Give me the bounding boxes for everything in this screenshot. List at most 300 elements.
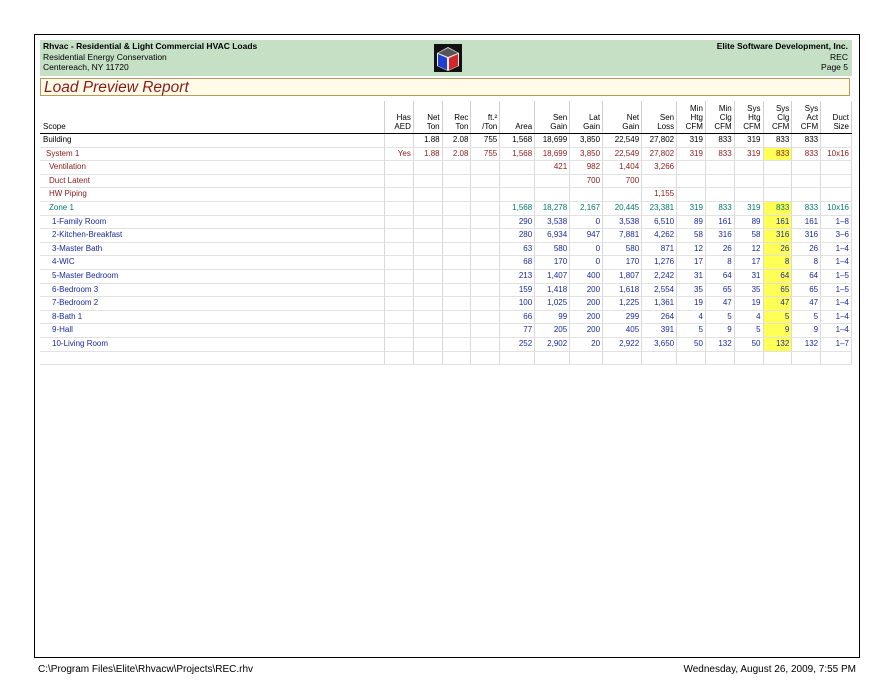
table-cell: 833 [763, 134, 792, 148]
table-cell [471, 256, 500, 270]
table-cell: 18,699 [535, 147, 570, 161]
table-cell [500, 161, 535, 175]
table-cell: 161 [705, 215, 734, 229]
table-cell: 200 [570, 310, 603, 324]
table-cell [385, 242, 414, 256]
report-header [40, 40, 852, 76]
table-cell [385, 134, 414, 148]
table-cell: 264 [642, 310, 677, 324]
table-cell: 833 [705, 147, 734, 161]
table-cell: 1.88 [413, 147, 442, 161]
table-cell: 100 [500, 297, 535, 311]
table-cell [471, 174, 500, 188]
table-cell: 20,445 [603, 201, 642, 215]
table-cell [442, 324, 471, 338]
row-scope: 1-Family Room [40, 215, 385, 229]
table-cell [677, 351, 706, 364]
column-header [734, 101, 763, 134]
table-cell: 31 [734, 269, 763, 283]
table-cell: 23,381 [642, 201, 677, 215]
table-cell [385, 324, 414, 338]
table-cell [763, 174, 792, 188]
table-cell [442, 229, 471, 243]
table-cell: 3,538 [603, 215, 642, 229]
row-scope: 8-Bath 1 [40, 310, 385, 324]
table-cell: 10x16 [821, 201, 852, 215]
table-cell [385, 215, 414, 229]
table-cell [471, 201, 500, 215]
table-cell: 205 [535, 324, 570, 338]
table-cell: 252 [500, 337, 535, 351]
column-header-line: Lat [588, 113, 601, 122]
table-cell: 1–4 [821, 297, 852, 311]
table-row [40, 201, 852, 215]
table-cell: 5 [792, 310, 821, 324]
column-header-line: AED [394, 122, 411, 131]
print-date: Wednesday, August 26, 2009, 7:55 PM [683, 664, 856, 675]
table-cell: 316 [763, 229, 792, 243]
table-cell: 22,549 [603, 147, 642, 161]
table-cell [413, 297, 442, 311]
table-cell [705, 174, 734, 188]
table-cell: 26 [705, 242, 734, 256]
table-cell: 6,934 [535, 229, 570, 243]
table-cell: 64 [705, 269, 734, 283]
table-cell: 1,418 [535, 283, 570, 297]
column-header [763, 101, 792, 134]
column-header-line: Rec [454, 113, 469, 122]
table-cell: 0 [570, 215, 603, 229]
table-cell [385, 161, 414, 175]
column-header-line: Ton [455, 122, 469, 131]
table-cell: 1–4 [821, 310, 852, 324]
table-cell [500, 188, 535, 202]
table-cell [570, 188, 603, 202]
table-cell: Yes [385, 147, 414, 161]
table-row [40, 242, 852, 256]
table-cell: 3,650 [642, 337, 677, 351]
table-cell [471, 269, 500, 283]
table-cell [821, 161, 852, 175]
table-cell: 3,850 [570, 134, 603, 148]
table-cell: 1–7 [821, 337, 852, 351]
row-scope: Duct Latent [40, 174, 385, 188]
table-cell: 19 [677, 297, 706, 311]
table-cell [385, 201, 414, 215]
table-cell [442, 161, 471, 175]
table-cell [442, 337, 471, 351]
column-header [500, 101, 535, 134]
row-scope: 10-Living Room [40, 337, 385, 351]
column-header-line: Gain [583, 122, 601, 131]
row-scope: 9-Hall [40, 324, 385, 338]
header-left [43, 41, 257, 73]
row-scope: 6-Bedroom 3 [40, 283, 385, 297]
column-header-line: Size [833, 122, 849, 131]
table-cell [442, 174, 471, 188]
table-cell [792, 351, 821, 364]
table-cell [40, 351, 385, 364]
table-cell [442, 283, 471, 297]
table-cell: 200 [570, 324, 603, 338]
table-cell [471, 310, 500, 324]
table-row [40, 310, 852, 324]
table-cell [705, 351, 734, 364]
table-cell [413, 201, 442, 215]
table-cell: 200 [570, 283, 603, 297]
table-cell: 1.88 [413, 134, 442, 148]
table-cell: 316 [792, 229, 821, 243]
table-row [40, 174, 852, 188]
column-header-line: Gain [550, 122, 568, 131]
table-cell: 17 [734, 256, 763, 270]
table-cell: 1,025 [535, 297, 570, 311]
table-cell: 319 [677, 147, 706, 161]
table-cell: 2.08 [442, 147, 471, 161]
column-header-line: CFM [743, 122, 761, 131]
row-scope: HW Piping [40, 188, 385, 202]
table-cell [792, 161, 821, 175]
column-header-line: Duct [832, 113, 849, 122]
column-header-line: Min [690, 104, 703, 113]
table-cell [603, 351, 642, 364]
table-cell: 319 [734, 201, 763, 215]
column-header [821, 101, 852, 134]
column-header-line: CFM [771, 122, 790, 131]
column-header [792, 101, 821, 134]
table-cell: 26 [792, 242, 821, 256]
table-cell: 2,242 [642, 269, 677, 283]
table-cell: 47 [705, 297, 734, 311]
page-number: Page 5 [821, 62, 848, 72]
table-cell: 319 [677, 134, 706, 148]
load-table [40, 101, 852, 365]
table-cell [413, 161, 442, 175]
table-cell [535, 174, 570, 188]
table-cell: 58 [677, 229, 706, 243]
table-cell: 1,276 [642, 256, 677, 270]
column-header-line: Sys [804, 104, 819, 113]
table-cell: 10x16 [821, 147, 852, 161]
table-cell [821, 174, 852, 188]
table-cell [442, 242, 471, 256]
table-cell: 89 [734, 215, 763, 229]
column-header-line: Net [626, 113, 640, 122]
project-name: Residential Energy Conservation [43, 51, 167, 62]
table-cell: 2,902 [535, 337, 570, 351]
table-cell: 400 [570, 269, 603, 283]
table-cell [603, 188, 642, 202]
table-cell [792, 188, 821, 202]
table-cell: 66 [500, 310, 535, 324]
table-cell [763, 161, 792, 175]
table-cell [385, 351, 414, 364]
table-cell: 755 [471, 134, 500, 148]
table-cell [677, 161, 706, 175]
table-cell [677, 174, 706, 188]
table-cell: 1,225 [603, 297, 642, 311]
table-cell [471, 283, 500, 297]
row-scope: 4-WIC [40, 256, 385, 270]
column-header-line: Loss [657, 122, 675, 131]
column-header-line: Sys [747, 104, 761, 113]
table-cell: 3,850 [570, 147, 603, 161]
table-cell [471, 188, 500, 202]
table-cell: 50 [734, 337, 763, 351]
table-cell: 1,568 [500, 201, 535, 215]
table-cell: 18,278 [535, 201, 570, 215]
table-cell [385, 337, 414, 351]
table-cell: 12 [677, 242, 706, 256]
table-cell: 26 [763, 242, 792, 256]
column-header-line: CFM [800, 122, 819, 131]
table-cell: 4 [677, 310, 706, 324]
table-cell: 132 [763, 337, 792, 351]
column-header-line: ft.² [487, 113, 498, 122]
table-cell: 700 [570, 174, 603, 188]
table-cell [413, 310, 442, 324]
table-cell: 871 [642, 242, 677, 256]
table-cell [734, 174, 763, 188]
table-cell: 8 [705, 256, 734, 270]
table-cell [385, 283, 414, 297]
table-cell [734, 161, 763, 175]
table-row [40, 188, 852, 202]
table-cell [734, 351, 763, 364]
column-header [677, 101, 706, 134]
table-cell [385, 174, 414, 188]
table-cell: 132 [705, 337, 734, 351]
table-cell: 65 [792, 283, 821, 297]
table-cell [734, 188, 763, 202]
table-cell [413, 174, 442, 188]
table-row [40, 134, 852, 148]
table-cell: 2,922 [603, 337, 642, 351]
table-cell: 421 [535, 161, 570, 175]
table-cell: 1,407 [535, 269, 570, 283]
table-cell [442, 269, 471, 283]
table-cell: 1–5 [821, 283, 852, 297]
row-scope: 5-Master Bedroom [40, 269, 385, 283]
table-cell: 1,568 [500, 134, 535, 148]
table-cell [500, 351, 535, 364]
project-code: REC [830, 51, 848, 62]
file-path: C:\Program Files\Elite\Rhvacw\Projects\REC.rhv [38, 664, 254, 675]
table-cell: 63 [500, 242, 535, 256]
table-cell: 47 [763, 297, 792, 311]
report-title: Load Preview Report [40, 78, 850, 96]
table-cell: 35 [677, 283, 706, 297]
column-header-line: Htg [748, 113, 761, 122]
table-cell [385, 297, 414, 311]
table-cell: 833 [763, 147, 792, 161]
table-cell [535, 188, 570, 202]
table-cell: 9 [705, 324, 734, 338]
table-cell [642, 174, 677, 188]
table-cell: 833 [705, 201, 734, 215]
table-cell: 64 [792, 269, 821, 283]
table-cell: 6,510 [642, 215, 677, 229]
column-header-line: Clg [777, 113, 790, 122]
table-cell: 947 [570, 229, 603, 243]
table-cell [500, 174, 535, 188]
table-cell: 1–8 [821, 215, 852, 229]
table-cell [821, 188, 852, 202]
table-cell: 99 [535, 310, 570, 324]
table-cell: 27,802 [642, 134, 677, 148]
table-cell: 1–4 [821, 256, 852, 270]
table-cell: 4 [734, 310, 763, 324]
table-cell: 5 [677, 324, 706, 338]
table-cell: 5 [734, 324, 763, 338]
column-header-line: Gain [622, 122, 640, 131]
table-cell [471, 297, 500, 311]
column-header-line: Clg [719, 113, 732, 122]
table-cell [792, 174, 821, 188]
table-cell: 2,167 [570, 201, 603, 215]
table-cell: 1–4 [821, 242, 852, 256]
table-cell: 3,538 [535, 215, 570, 229]
table-cell [385, 188, 414, 202]
table-cell: 159 [500, 283, 535, 297]
table-cell: 170 [603, 256, 642, 270]
column-header-line: Sys [775, 104, 790, 113]
table-cell [442, 215, 471, 229]
table-cell [535, 351, 570, 364]
app-name: Rhvac - Residential & Light Commercial HVAC Loads [43, 41, 258, 51]
column-header-line: Area [515, 122, 533, 131]
table-cell: 89 [677, 215, 706, 229]
table-cell [413, 242, 442, 256]
table-cell [642, 351, 677, 364]
table-cell: 22,549 [603, 134, 642, 148]
table-cell [385, 269, 414, 283]
table-cell: 4,262 [642, 229, 677, 243]
table-cell: 213 [500, 269, 535, 283]
row-scope: System 1 [40, 147, 385, 161]
elite-software-logo-icon [434, 44, 462, 72]
table-cell: 8 [792, 256, 821, 270]
table-cell: 580 [603, 242, 642, 256]
table-cell [442, 256, 471, 270]
table-cell: 35 [734, 283, 763, 297]
column-header-line: /Ton [482, 122, 498, 131]
table-cell: 12 [734, 242, 763, 256]
row-scope: Zone 1 [40, 201, 385, 215]
table-cell: 2,554 [642, 283, 677, 297]
report-page [34, 34, 860, 658]
table-cell: 982 [570, 161, 603, 175]
column-header [642, 101, 677, 134]
table-cell: 280 [500, 229, 535, 243]
table-cell [821, 134, 852, 148]
table-cell [385, 229, 414, 243]
table-cell [471, 215, 500, 229]
table-cell: 77 [500, 324, 535, 338]
row-scope: Ventilation [40, 161, 385, 175]
table-cell: 132 [792, 337, 821, 351]
table-cell: 58 [734, 229, 763, 243]
table-cell [413, 188, 442, 202]
table-cell: 65 [705, 283, 734, 297]
table-cell: 319 [677, 201, 706, 215]
column-header [705, 101, 734, 134]
column-header-line: Net [427, 113, 440, 122]
table-cell: 580 [535, 242, 570, 256]
table-cell [413, 256, 442, 270]
table-row [40, 324, 852, 338]
column-header [603, 101, 642, 134]
row-scope: 2-Kitchen-Breakfast [40, 229, 385, 243]
table-cell: 68 [500, 256, 535, 270]
table-cell: 1,807 [603, 269, 642, 283]
table-cell [705, 188, 734, 202]
table-cell: 0 [570, 256, 603, 270]
column-header-line: CFM [714, 122, 732, 131]
table-row [40, 161, 852, 175]
table-cell: 50 [677, 337, 706, 351]
column-header-line: Min [718, 104, 732, 113]
table-cell: 0 [570, 242, 603, 256]
column-header [385, 101, 414, 134]
table-cell: 319 [734, 147, 763, 161]
table-cell: 161 [763, 215, 792, 229]
table-cell: 18,699 [535, 134, 570, 148]
table-row [40, 256, 852, 270]
table-cell: 161 [792, 215, 821, 229]
column-header-line: Ton [426, 122, 440, 131]
table-cell [442, 201, 471, 215]
table-row [40, 215, 852, 229]
table-cell [763, 188, 792, 202]
table-cell [413, 269, 442, 283]
table-row-spacer [40, 351, 852, 364]
table-cell: 405 [603, 324, 642, 338]
column-header-line: CFM [685, 122, 703, 131]
table-cell [442, 297, 471, 311]
table-cell: 1,155 [642, 188, 677, 202]
table-cell: 9 [763, 324, 792, 338]
company-name: Elite Software Development, Inc. [716, 41, 848, 51]
table-cell [705, 161, 734, 175]
table-cell [442, 310, 471, 324]
column-header-line: Has [396, 113, 411, 122]
table-cell [763, 351, 792, 364]
table-cell: 9 [792, 324, 821, 338]
table-cell: 833 [792, 134, 821, 148]
table-cell: 5 [763, 310, 792, 324]
table-cell [442, 188, 471, 202]
table-row [40, 269, 852, 283]
table-cell [677, 188, 706, 202]
table-cell [413, 337, 442, 351]
table-cell: 319 [734, 134, 763, 148]
table-cell [385, 256, 414, 270]
table-cell [413, 283, 442, 297]
table-row [40, 147, 852, 161]
project-location: Centereach, NY 11720 [43, 62, 129, 72]
table-cell [413, 351, 442, 364]
table-body [40, 134, 852, 365]
table-cell: 700 [603, 174, 642, 188]
table-cell: 3–6 [821, 229, 852, 243]
table-cell: 17 [677, 256, 706, 270]
table-cell [471, 242, 500, 256]
table-cell: 7,881 [603, 229, 642, 243]
table-cell [471, 229, 500, 243]
header-right [717, 41, 848, 73]
table-cell [385, 310, 414, 324]
